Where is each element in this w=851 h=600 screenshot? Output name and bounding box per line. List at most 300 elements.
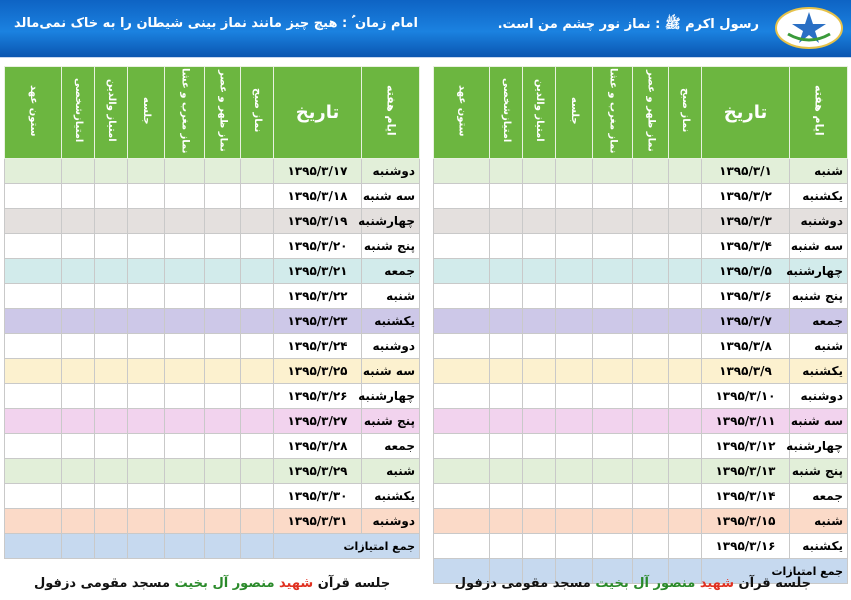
score-cell[interactable] <box>593 159 633 184</box>
score-cell[interactable] <box>556 534 593 559</box>
date-cell: ۱۳۹۵/۳/۴ <box>702 234 790 259</box>
score-cell[interactable] <box>523 534 556 559</box>
score-cell[interactable] <box>241 259 274 284</box>
col-pledge: ستون عهد <box>5 67 62 159</box>
score-cell[interactable] <box>523 384 556 409</box>
date-cell: ۱۳۹۵/۳/۲ <box>702 184 790 209</box>
score-cell[interactable] <box>523 259 556 284</box>
score-cell[interactable] <box>241 484 274 509</box>
score-cell[interactable] <box>128 309 165 334</box>
score-cell[interactable] <box>95 334 128 359</box>
total-cell[interactable] <box>62 534 95 559</box>
score-cell[interactable] <box>556 334 593 359</box>
score-cell[interactable] <box>165 359 205 384</box>
score-cell[interactable] <box>593 209 633 234</box>
date-cell: ۱۳۹۵/۳/۲۲ <box>274 284 362 309</box>
date-cell: ۱۳۹۵/۳/۲۴ <box>274 334 362 359</box>
score-cell[interactable] <box>523 459 556 484</box>
score-cell[interactable] <box>434 259 490 284</box>
score-cell[interactable] <box>593 409 633 434</box>
score-cell[interactable] <box>434 284 490 309</box>
score-cell[interactable] <box>5 459 62 484</box>
table-row <box>5 209 420 234</box>
score-cell[interactable] <box>556 434 593 459</box>
score-cell[interactable] <box>205 384 241 409</box>
weekday-cell: پنج شنبه <box>362 409 420 434</box>
score-cell[interactable] <box>434 234 490 259</box>
score-cell[interactable] <box>95 509 128 534</box>
weekday-cell: سه شنبه <box>790 409 848 434</box>
score-cell[interactable] <box>62 359 95 384</box>
score-cell[interactable] <box>523 434 556 459</box>
weekday-cell: شنبه <box>790 159 848 184</box>
score-cell[interactable] <box>205 484 241 509</box>
score-cell[interactable] <box>490 259 523 284</box>
col-weekday: ایام هفته <box>790 67 848 159</box>
table-row <box>434 434 848 459</box>
score-cell[interactable] <box>669 359 702 384</box>
score-cell[interactable] <box>205 459 241 484</box>
col-parents: امتیاز والدین <box>523 67 556 159</box>
score-cell[interactable] <box>556 384 593 409</box>
score-cell[interactable] <box>95 184 128 209</box>
table-row <box>5 434 420 459</box>
score-cell[interactable] <box>490 534 523 559</box>
score-cell[interactable] <box>523 234 556 259</box>
score-cell[interactable] <box>633 334 669 359</box>
score-cell[interactable] <box>669 184 702 209</box>
score-cell[interactable] <box>556 484 593 509</box>
date-cell: ۱۳۹۵/۳/۱۶ <box>702 534 790 559</box>
weekday-cell: دوشنبه <box>362 509 420 534</box>
score-cell[interactable] <box>556 234 593 259</box>
date-cell: ۱۳۹۵/۳/۶ <box>702 284 790 309</box>
score-cell[interactable] <box>5 384 62 409</box>
score-cell[interactable] <box>669 159 702 184</box>
score-cell[interactable] <box>5 409 62 434</box>
score-cell[interactable] <box>95 409 128 434</box>
date-cell: ۱۳۹۵/۳/۱۴ <box>702 484 790 509</box>
score-cell[interactable] <box>434 409 490 434</box>
score-cell[interactable] <box>556 409 593 434</box>
table-row <box>434 284 848 309</box>
total-cell[interactable] <box>128 534 165 559</box>
score-cell[interactable] <box>490 209 523 234</box>
score-cell[interactable] <box>490 384 523 409</box>
date-cell: ۱۳۹۵/۳/۸ <box>702 334 790 359</box>
table-row <box>5 359 420 384</box>
score-cell[interactable] <box>62 184 95 209</box>
score-cell[interactable] <box>95 209 128 234</box>
weekday-cell: سه شنبه <box>362 184 420 209</box>
total-cell[interactable] <box>241 534 274 559</box>
score-cell[interactable] <box>241 184 274 209</box>
score-cell[interactable] <box>434 334 490 359</box>
score-cell[interactable] <box>669 234 702 259</box>
col-maghrib-isha: نماز مغرب و عشا <box>165 67 205 159</box>
weekday-cell: یکشنبه <box>362 484 420 509</box>
score-cell[interactable] <box>556 459 593 484</box>
score-cell[interactable] <box>523 334 556 359</box>
score-cell[interactable] <box>669 209 702 234</box>
total-cell[interactable] <box>165 534 205 559</box>
table-row <box>434 534 848 559</box>
score-cell[interactable] <box>128 459 165 484</box>
table-row <box>434 359 848 384</box>
col-dhuhr-asr: نماز ظهر و عصر <box>205 67 241 159</box>
score-cell[interactable] <box>241 459 274 484</box>
score-cell[interactable] <box>128 159 165 184</box>
score-cell[interactable] <box>205 434 241 459</box>
score-cell[interactable] <box>62 484 95 509</box>
score-cell[interactable] <box>165 284 205 309</box>
score-cell[interactable] <box>5 284 62 309</box>
score-cell[interactable] <box>62 409 95 434</box>
score-cell[interactable] <box>523 309 556 334</box>
score-cell[interactable] <box>556 259 593 284</box>
table-row <box>434 309 848 334</box>
date-cell: ۱۳۹۵/۳/۵ <box>702 259 790 284</box>
weekday-cell: جمعه <box>362 434 420 459</box>
score-cell[interactable] <box>490 484 523 509</box>
weekday-cell: شنبه <box>790 509 848 534</box>
score-cell[interactable] <box>593 184 633 209</box>
score-cell[interactable] <box>633 534 669 559</box>
table-body-left <box>5 159 420 559</box>
score-cell[interactable] <box>633 234 669 259</box>
date-cell: ۱۳۹۵/۳/۱۰ <box>702 384 790 409</box>
total-cell[interactable] <box>205 534 241 559</box>
score-cell[interactable] <box>593 234 633 259</box>
score-cell[interactable] <box>128 409 165 434</box>
schedule-table-right <box>433 66 847 584</box>
weekday-cell: جمعه <box>790 484 848 509</box>
score-cell[interactable] <box>5 309 62 334</box>
table-row <box>5 259 420 284</box>
score-cell[interactable] <box>633 159 669 184</box>
score-cell[interactable] <box>205 259 241 284</box>
score-cell[interactable] <box>556 509 593 534</box>
score-cell[interactable] <box>490 409 523 434</box>
score-cell[interactable] <box>241 409 274 434</box>
score-cell[interactable] <box>5 359 62 384</box>
score-cell[interactable] <box>5 434 62 459</box>
score-cell[interactable] <box>165 384 205 409</box>
score-cell[interactable] <box>62 159 95 184</box>
score-cell[interactable] <box>165 459 205 484</box>
score-cell[interactable] <box>490 284 523 309</box>
score-cell[interactable] <box>633 309 669 334</box>
table-row <box>434 484 848 509</box>
score-cell[interactable] <box>165 434 205 459</box>
table-row <box>434 459 848 484</box>
weekday-cell: دوشنبه <box>362 334 420 359</box>
total-row <box>5 534 420 559</box>
score-cell[interactable] <box>5 209 62 234</box>
score-cell[interactable] <box>593 509 633 534</box>
score-cell[interactable] <box>490 309 523 334</box>
date-cell: ۱۳۹۵/۳/۲۹ <box>274 459 362 484</box>
score-cell[interactable] <box>241 509 274 534</box>
table-row <box>5 509 420 534</box>
score-cell[interactable] <box>205 234 241 259</box>
score-cell[interactable] <box>62 509 95 534</box>
score-cell[interactable] <box>556 209 593 234</box>
weekday-cell: یکشنبه <box>790 359 848 384</box>
table-row <box>434 234 848 259</box>
score-cell[interactable] <box>128 384 165 409</box>
score-cell[interactable] <box>593 534 633 559</box>
score-cell[interactable] <box>434 309 490 334</box>
score-cell[interactable] <box>523 484 556 509</box>
score-cell[interactable] <box>434 209 490 234</box>
score-cell[interactable] <box>669 484 702 509</box>
score-cell[interactable] <box>633 509 669 534</box>
score-cell[interactable] <box>633 184 669 209</box>
col-dhuhr-asr: نماز ظهر و عصر <box>633 67 669 159</box>
score-cell[interactable] <box>128 334 165 359</box>
score-cell[interactable] <box>523 159 556 184</box>
table-row <box>5 234 420 259</box>
score-cell[interactable] <box>95 434 128 459</box>
score-cell[interactable] <box>593 284 633 309</box>
score-cell[interactable] <box>165 234 205 259</box>
score-cell[interactable] <box>434 459 490 484</box>
score-cell[interactable] <box>523 284 556 309</box>
score-cell[interactable] <box>205 359 241 384</box>
score-cell[interactable] <box>490 334 523 359</box>
score-cell[interactable] <box>633 284 669 309</box>
col-fajr: نماز صبح <box>241 67 274 159</box>
date-cell: ۱۳۹۵/۳/۱۹ <box>274 209 362 234</box>
score-cell[interactable] <box>205 509 241 534</box>
score-cell[interactable] <box>434 184 490 209</box>
score-cell[interactable] <box>434 159 490 184</box>
score-cell[interactable] <box>5 509 62 534</box>
score-cell[interactable] <box>95 484 128 509</box>
score-cell[interactable] <box>434 484 490 509</box>
score-cell[interactable] <box>205 334 241 359</box>
score-cell[interactable] <box>205 209 241 234</box>
score-cell[interactable] <box>556 359 593 384</box>
weekday-cell: پنج شنبه <box>790 284 848 309</box>
score-cell[interactable] <box>205 159 241 184</box>
score-cell[interactable] <box>593 309 633 334</box>
score-cell[interactable] <box>62 209 95 234</box>
score-cell[interactable] <box>593 484 633 509</box>
score-cell[interactable] <box>669 284 702 309</box>
score-cell[interactable] <box>669 459 702 484</box>
score-cell[interactable] <box>593 384 633 409</box>
weekday-cell: جمعه <box>790 309 848 334</box>
score-cell[interactable] <box>128 284 165 309</box>
score-cell[interactable] <box>669 534 702 559</box>
score-cell[interactable] <box>128 234 165 259</box>
score-cell[interactable] <box>128 184 165 209</box>
col-maghrib-isha: نماز مغرب و عشا <box>593 67 633 159</box>
score-cell[interactable] <box>593 459 633 484</box>
score-cell[interactable] <box>556 309 593 334</box>
score-cell[interactable] <box>490 509 523 534</box>
score-cell[interactable] <box>434 509 490 534</box>
score-cell[interactable] <box>490 184 523 209</box>
score-cell[interactable] <box>434 384 490 409</box>
score-cell[interactable] <box>165 159 205 184</box>
col-session: جلسه <box>128 67 165 159</box>
score-cell[interactable] <box>5 234 62 259</box>
score-cell[interactable] <box>669 334 702 359</box>
score-cell[interactable] <box>434 434 490 459</box>
score-cell[interactable] <box>490 459 523 484</box>
score-cell[interactable] <box>95 359 128 384</box>
score-cell[interactable] <box>165 309 205 334</box>
score-cell[interactable] <box>593 334 633 359</box>
table-row <box>434 209 848 234</box>
score-cell[interactable] <box>669 259 702 284</box>
score-cell[interactable] <box>633 359 669 384</box>
col-date: تاریخ <box>274 67 362 159</box>
score-cell[interactable] <box>523 184 556 209</box>
score-cell[interactable] <box>62 434 95 459</box>
weekday-cell: یکشنبه <box>790 534 848 559</box>
score-cell[interactable] <box>241 234 274 259</box>
score-cell[interactable] <box>633 484 669 509</box>
score-cell[interactable] <box>241 334 274 359</box>
score-cell[interactable] <box>633 259 669 284</box>
score-cell[interactable] <box>128 259 165 284</box>
score-cell[interactable] <box>165 334 205 359</box>
score-cell[interactable] <box>633 459 669 484</box>
score-cell[interactable] <box>241 434 274 459</box>
score-cell[interactable] <box>165 509 205 534</box>
score-cell[interactable] <box>62 459 95 484</box>
date-cell: ۱۳۹۵/۳/۱۸ <box>274 184 362 209</box>
score-cell[interactable] <box>62 334 95 359</box>
score-cell[interactable] <box>593 434 633 459</box>
score-cell[interactable] <box>128 484 165 509</box>
schedule-table-left <box>4 66 419 559</box>
score-cell[interactable] <box>556 284 593 309</box>
table-row <box>434 409 848 434</box>
score-cell[interactable] <box>241 284 274 309</box>
date-cell: ۱۳۹۵/۳/۲۸ <box>274 434 362 459</box>
header-left-quote: امام زمان ؑ : هیچ چیز مانند نماز بینی شیطان را به خاک نمی‌مالد <box>14 16 418 31</box>
score-cell[interactable] <box>95 309 128 334</box>
score-cell[interactable] <box>633 434 669 459</box>
date-cell: ۱۳۹۵/۳/۲۷ <box>274 409 362 434</box>
score-cell[interactable] <box>669 434 702 459</box>
score-cell[interactable] <box>62 259 95 284</box>
score-cell[interactable] <box>165 409 205 434</box>
score-cell[interactable] <box>205 184 241 209</box>
score-cell[interactable] <box>593 259 633 284</box>
date-cell: ۱۳۹۵/۳/۳۰ <box>274 484 362 509</box>
score-cell[interactable] <box>523 409 556 434</box>
total-cell[interactable] <box>95 534 128 559</box>
score-cell[interactable] <box>128 509 165 534</box>
score-cell[interactable] <box>205 284 241 309</box>
weekday-cell: سه شنبه <box>790 234 848 259</box>
score-cell[interactable] <box>669 384 702 409</box>
score-cell[interactable] <box>434 359 490 384</box>
score-cell[interactable] <box>95 234 128 259</box>
score-cell[interactable] <box>205 309 241 334</box>
score-cell[interactable] <box>669 309 702 334</box>
weekday-cell: چهارشنبه <box>362 209 420 234</box>
footer-caption-left: جلسه قرآن شهید منصور آل بخیت مسجد مقومی دزفول <box>34 576 391 591</box>
score-cell[interactable] <box>490 234 523 259</box>
score-cell[interactable] <box>95 384 128 409</box>
score-cell[interactable] <box>165 209 205 234</box>
score-cell[interactable] <box>95 159 128 184</box>
score-cell[interactable] <box>95 284 128 309</box>
score-cell[interactable] <box>241 384 274 409</box>
score-cell[interactable] <box>241 309 274 334</box>
score-cell[interactable] <box>633 209 669 234</box>
score-cell[interactable] <box>165 184 205 209</box>
score-cell[interactable] <box>62 309 95 334</box>
table-row <box>434 259 848 284</box>
score-cell[interactable] <box>62 234 95 259</box>
table-row <box>5 284 420 309</box>
col-personal: امتیازشخصی <box>490 67 523 159</box>
score-cell[interactable] <box>95 459 128 484</box>
score-cell[interactable] <box>5 159 62 184</box>
score-cell[interactable] <box>5 259 62 284</box>
score-cell[interactable] <box>523 209 556 234</box>
score-cell[interactable] <box>95 259 128 284</box>
total-cell[interactable] <box>5 534 62 559</box>
score-cell[interactable] <box>128 359 165 384</box>
col-date: تاریخ <box>702 67 790 159</box>
weekday-cell: دوشنبه <box>790 209 848 234</box>
score-cell[interactable] <box>434 534 490 559</box>
score-cell[interactable] <box>490 359 523 384</box>
score-cell[interactable] <box>5 334 62 359</box>
score-cell[interactable] <box>5 484 62 509</box>
score-cell[interactable] <box>556 159 593 184</box>
score-cell[interactable] <box>5 184 62 209</box>
logo-icon <box>774 6 844 50</box>
score-cell[interactable] <box>523 359 556 384</box>
score-cell[interactable] <box>241 359 274 384</box>
date-cell: ۱۳۹۵/۳/۲۵ <box>274 359 362 384</box>
weekday-cell: یکشنبه <box>362 309 420 334</box>
score-cell[interactable] <box>205 409 241 434</box>
date-cell: ۱۳۹۵/۳/۱۳ <box>702 459 790 484</box>
date-cell: ۱۳۹۵/۳/۷ <box>702 309 790 334</box>
score-cell[interactable] <box>633 384 669 409</box>
score-cell[interactable] <box>62 384 95 409</box>
score-cell[interactable] <box>165 259 205 284</box>
score-cell[interactable] <box>128 209 165 234</box>
score-cell[interactable] <box>62 284 95 309</box>
score-cell[interactable] <box>556 184 593 209</box>
score-cell[interactable] <box>669 509 702 534</box>
score-cell[interactable] <box>490 434 523 459</box>
score-cell[interactable] <box>165 484 205 509</box>
score-cell[interactable] <box>490 159 523 184</box>
score-cell[interactable] <box>523 509 556 534</box>
score-cell[interactable] <box>241 159 274 184</box>
score-cell[interactable] <box>633 409 669 434</box>
score-cell[interactable] <box>593 359 633 384</box>
total-label: جمع امتیازات <box>702 559 848 584</box>
score-cell[interactable] <box>669 409 702 434</box>
score-cell[interactable] <box>241 209 274 234</box>
total-label: جمع امتیازات <box>274 534 420 559</box>
score-cell[interactable] <box>128 434 165 459</box>
